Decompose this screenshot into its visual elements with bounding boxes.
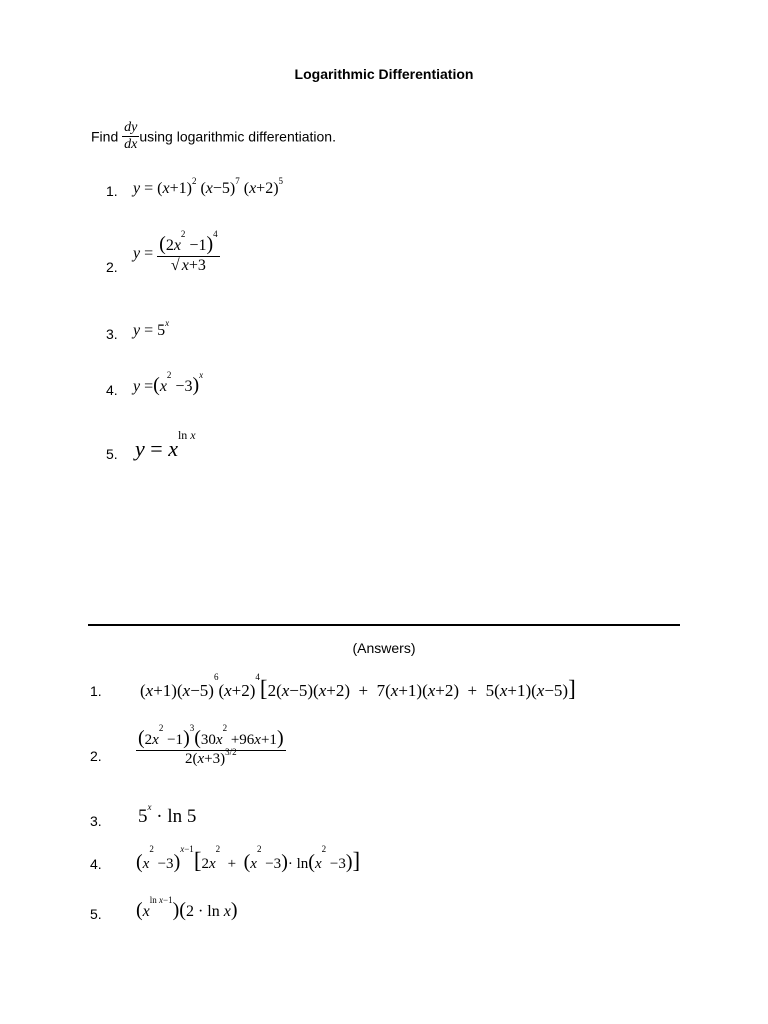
answer-number: 5. bbox=[90, 906, 102, 922]
problem-expression: $y = x^{ln x}$ bbox=[135, 428, 196, 461]
derivative-numerator: dy bbox=[124, 120, 138, 135]
problem-number: 3. bbox=[106, 326, 118, 342]
instruction bbox=[91, 120, 336, 153]
instruction-prefix: Find bbox=[91, 128, 119, 145]
page-title: Logarithmic Differentiation bbox=[294, 66, 474, 82]
problem-number: 1. bbox=[106, 183, 118, 199]
answer-expression: 5$^x$ · ln 5 bbox=[138, 802, 197, 827]
answer-number: 3. bbox=[90, 813, 102, 829]
problem-expression: y = $\frac{(2x^2 -1)^4}{√ x+3}$ bbox=[133, 229, 218, 274]
problem-number: 5. bbox=[106, 446, 118, 462]
problem-expression: $y = (x+1)^2$ $(x-5)^7$ $(x+2)^5$ bbox=[133, 176, 284, 197]
answer-expression: $(x^{ln x-1})(2 \cdot \ln x)$ bbox=[136, 895, 238, 921]
derivative-fraction bbox=[122, 120, 139, 153]
answer-expression: $(x+1)(x-5)^6(x+2)^4[2(x-5)(x+2) + 7(x+1)(x+2) + 5(x+1)(x-5)]$ bbox=[140, 672, 576, 701]
section-divider bbox=[88, 624, 680, 626]
problem-expression: $y =(x^2 -3)^x$ bbox=[133, 370, 204, 396]
answer-number: 4. bbox=[90, 856, 102, 872]
answer-number: 1. bbox=[90, 683, 102, 699]
problem-number: 4. bbox=[106, 382, 118, 398]
answer-expression: $(x^2 -3)^{x-1}[2x^2 + (x^2 -3)\cdot \ln(x^2 -3)]$ bbox=[136, 844, 361, 873]
answer-expression: $\frac{(2x^2 -1)^3(30x^2 +96x+1)}{2(x+3)^{3/2}}$ bbox=[138, 723, 284, 767]
instruction-suffix: using logarithmic differentiation. bbox=[139, 128, 336, 145]
answers-heading: (Answers) bbox=[352, 640, 416, 656]
problem-expression: $y = 5^x$ bbox=[133, 318, 170, 339]
derivative-denominator: dx bbox=[124, 137, 138, 152]
answer-number: 2. bbox=[90, 748, 102, 764]
problem-number: 2. bbox=[106, 259, 118, 275]
